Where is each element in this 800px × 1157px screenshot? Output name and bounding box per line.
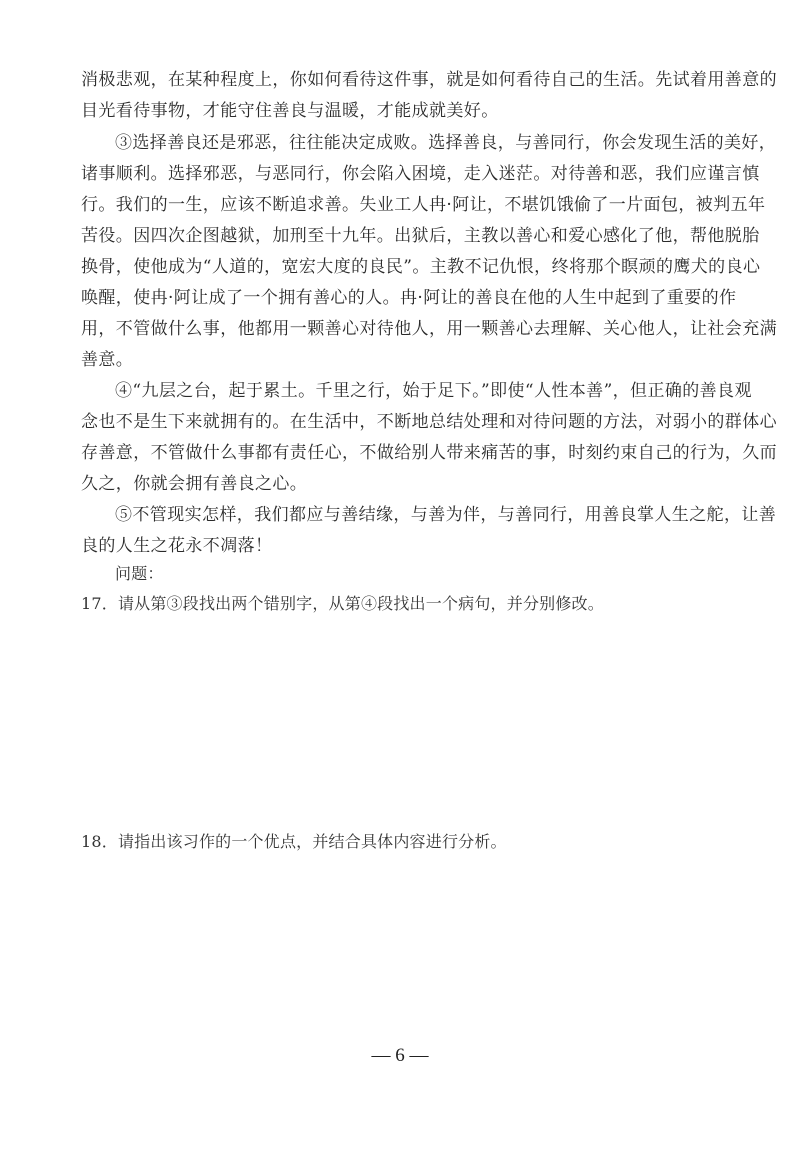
essay-line-13: 存善意，不管做什么事都有责任心，不做给别人带来痛苦的事，时刻约束自己的行为，久而: [81, 443, 777, 463]
paragraph-4-start: ④“九层之台，起于累土。千里之行，始于足下。”即使“人性本善”，但正确的善良观: [115, 381, 752, 401]
page-number: — 6 —: [371, 1045, 429, 1066]
essay-line-14: 久之，你就会拥有善良之心。: [81, 474, 308, 494]
essay-line-6: 苦役。因四次企图越狱，加刑至十九年。出狱后，主教以善心和爱心感化了他，帮他脱胎: [81, 226, 760, 246]
essay-line-4: 诸事顺利。选择邪恶，与恶同行，你会陷入困境，走入迷茫。对待善和恶，我们应谨言慎: [81, 164, 760, 184]
paragraph-3-start: ③选择善良还是邪恶，往往能决定成败。选择善良，与善同行，你会发现生活的美好，: [115, 133, 777, 153]
essay-line-7: 换骨，使他成为“人道的，宽宏大度的良民”。主教不记仇恨，终将那个瞑顽的鹰犬的良心: [81, 257, 761, 277]
essay-line-8: 唤醒，使冉·阿让成了一个拥有善心的人。冉·阿让的善良在他的人生中起到了重要的作: [81, 288, 737, 308]
essay-line-2: 目光看待事物，才能守住善良与温暖，才能成就美好。: [81, 101, 499, 121]
essay-line-10: 善意。: [81, 350, 134, 370]
essay-line-5: 行。我们的一生，应该不断追求善。失业工人冉·阿让，不堪饥饿偷了一片面包，被判五年: [81, 195, 766, 215]
essay-line-9: 用，不管做什么事，他都用一颗善心对待他人，用一颗善心去理解、关心他人，让社会充满: [81, 319, 777, 339]
essay-line-12: 念也不是生下来就拥有的。在生活中，不断地总结处理和对待问题的方法，对弱小的群体心: [81, 412, 777, 432]
question-18: 18．请指出该习作的一个优点，并结合具体内容进行分析。: [81, 832, 507, 851]
paragraph-5-start: ⑤不管现实怎样，我们都应与善结缘，与善为伴，与善同行，用善良掌人生之舵，让善: [115, 505, 777, 525]
essay-line-1: 消极悲观，在某种程度上，你如何看待这件事，就是如何看待自己的生活。先试着用善意的: [81, 70, 777, 90]
question-17: 17．请从第③段找出两个错别字，从第④段找出一个病句，并分别修改。: [81, 594, 604, 613]
essay-line-16: 良的人生之花永不凋落！: [81, 536, 273, 556]
questions-heading: 问题：: [115, 564, 164, 583]
